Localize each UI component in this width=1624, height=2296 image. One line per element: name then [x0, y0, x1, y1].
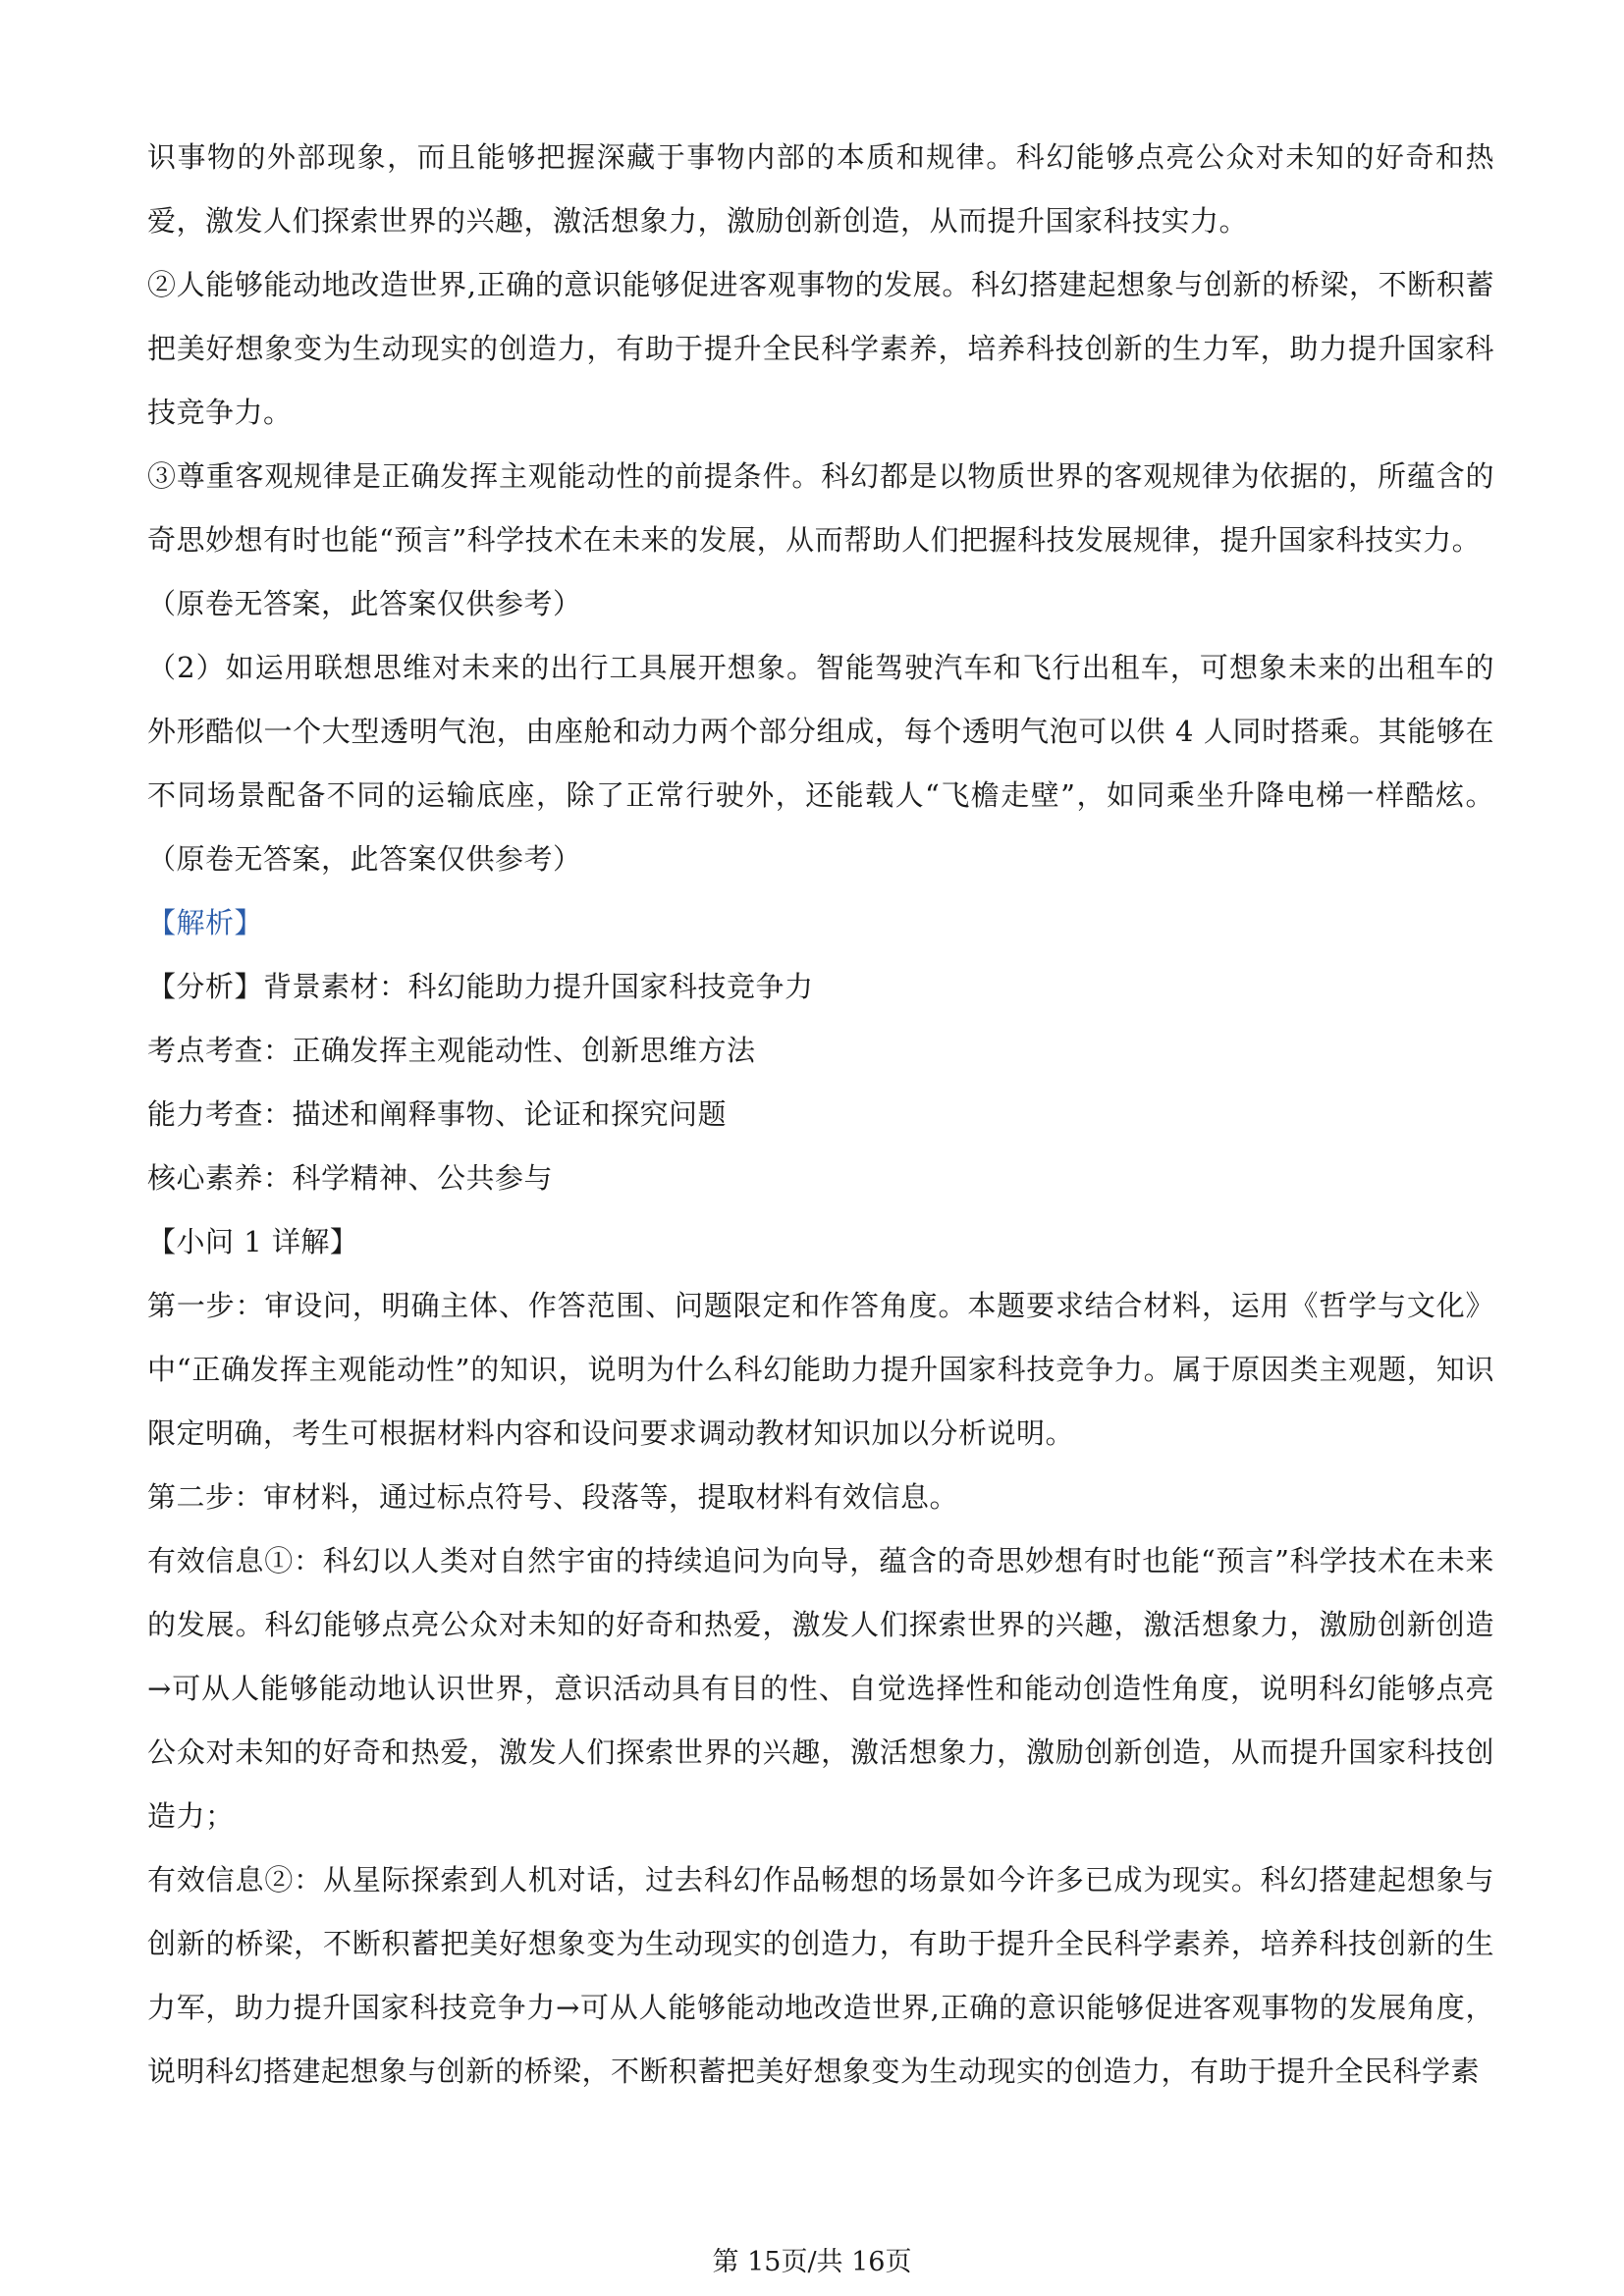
paragraph-step-1: 第一步：审设问，明确主体、作答范围、问题限定和作答角度。本题要求结合材料，运用《哲学与文化》中“正确发挥主观能动性”的知识，说明为什么科幻能助力提升国家科技竞争力。属于原因类主观题，知识限定明确，考生可根据材料内容和设问要求调动教材知识加以分析说明。 [147, 1289, 1494, 1450]
analysis-heading: 【解析】 [147, 906, 264, 939]
paragraph-point-3: ③尊重客观规律是正确发挥主观能动性的前提条件。科幻都是以物质世界的客观规律为依据的，所蕴含的奇思妙想有时也能“预言”科学技术在未来的发展，从而帮助人们把握科技发展规律，提升国家科技实力。 [147, 459, 1494, 557]
page-footer: 第 15页/共 16页 [712, 2247, 912, 2277]
paragraph-ability: 能力考查：描述和阐释事物、论证和探究问题 [147, 1097, 728, 1131]
page-body [147, 126, 1494, 2104]
paragraph-continuation: 识事物的外部现象，而且能够把握深藏于事物内部的本质和规律。科幻能够点亮公众对未知的好奇和热爱，激发人们探索世界的兴趣，激活想象力，激励创新创造，从而提升国家科技实力。 [147, 140, 1494, 238]
paragraph-step-2: 第二步：审材料，通过标点符号、段落等，提取材料有效信息。 [147, 1480, 959, 1514]
paragraph-point-2: ②人能够能动地改造世界,正确的意识能够促进客观事物的发展。科幻搭建起想象与创新的桥梁，不断积蓄把美好想象变为生动现实的创造力，有助于提升全民科学素养，培养科技创新的生力军，助力提升国家科技竞争力。 [147, 268, 1494, 429]
paragraph-core-literacy: 核心素养：科学精神、公共参与 [147, 1161, 554, 1195]
paragraph-info-2: 有效信息②：从星际探索到人机对话，过去科幻作品畅想的场景如今许多已成为现实。科幻搭建起想象与创新的桥梁，不断积蓄把美好想象变为生动现实的创造力，有助于提升全民科学素养，培养科技创新的生力军，助力提升国家科技竞争力→可从人能够能动地改造世界,正确的意识能够促进客观事物的发展角度，说明科幻搭建起想象与创新的桥梁，不断积蓄把美好想象变为生动现实的创造力，有助于提升全民科学素 [147, 1863, 1494, 2088]
paragraph-info-1: 有效信息①：科幻以人类对自然宇宙的持续追问为向导，蕴含的奇思妙想有时也能“预言”科学技术在未来的发展。科幻能够点亮公众对未知的好奇和热爱，激发人们探索世界的兴趣，激活想象力，激励创新创造→可从人能够能动地认识世界，意识活动具有目的性、自觉选择性和能动创造性角度，说明科幻能够点亮公众对未知的好奇和热爱，激发人们探索世界的兴趣，激活想象力，激励创新创造，从而提升国家科技创造力； [147, 1544, 1494, 1833]
paragraph-question-2-answer: （2）如运用联想思维对未来的出行工具展开想象。智能驾驶汽车和飞行出租车，可想象未来的出租车的外形酷似一个大型透明气泡，由座舱和动力两个部分组成，每个透明气泡可以供 4 人同时搭乘。其能够在不同场景配备不同的运输底座，除了正常行驶外，还能载人“飞檐走壁”，如同乘坐升降电梯一样酷炫。（原卷无答案，此答案仅供参考） [147, 651, 1494, 876]
paragraph-exam-points: 考点考查：正确发挥主观能动性、创新思维方法 [147, 1034, 756, 1067]
paragraph-analysis-background: 【分析】背景素材：科幻能助力提升国家科技竞争力 [147, 970, 814, 1003]
subquestion-1-heading: 【小问 1 详解】 [147, 1225, 359, 1258]
paragraph-note-1: （原卷无答案，此答案仅供参考） [147, 587, 582, 620]
